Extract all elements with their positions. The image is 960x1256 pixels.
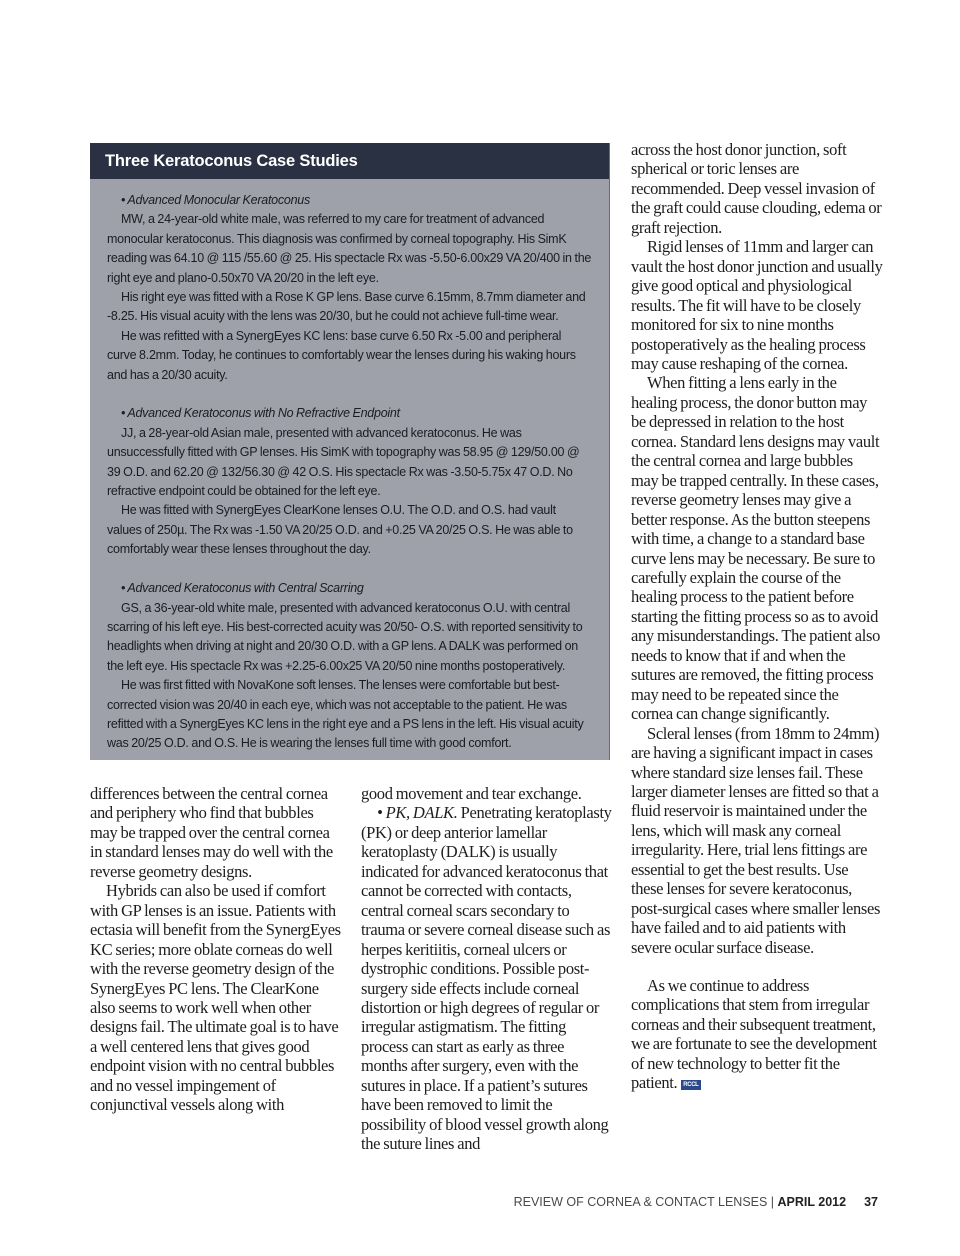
case-paragraph: He was refitted with a SynergEyes KC lens: base curve 6.50 Rx -5.00 and peripheral curve 8.2mm. Today, he continues to comfortably wear the lenses during his waking hours and has a 20/30 acuity. <box>107 328 576 382</box>
body-paragraph: across the host donor junction, soft spherical or toric lenses are recommended. Deep vessel invasion of the graft could cause clouding, edema or graft rejection. <box>631 140 882 237</box>
case-study <box>107 404 593 559</box>
publication-name: REVIEW OF CORNEA & CONTACT LENSES | <box>513 1195 778 1209</box>
body-paragraph: Rigid lenses of 11mm and larger can vault the host donor junction and usually give good optical and physiological results. The fit will have to be closely monitored for six to nine months postoperatively as the healing process may cause reshaping of the cornea. <box>631 237 883 373</box>
body-column-1 <box>90 784 342 1115</box>
case-study <box>107 579 593 754</box>
body-paragraph: good movement and tear exchange. <box>361 784 582 803</box>
body-paragraph: When fitting a lens early in the healing process, the donor button may be depressed in relation to the host cornea. Standard lens designs may vault the central cornea and large bubbles may be trapped centrally. In these cases, reverse geometry lenses may give a better response. As the button steepens with time, a change to a standard base curve lens may be necessary. Be sure to carefully explain the course of the healing process to the patient before starting the fitting process so as to avoid any misunderstandings. The patient also needs to know that if and when the sutures are removed, the fitting process may need to be repeated since the cornea can change significantly. <box>631 373 880 724</box>
case-study <box>107 191 593 385</box>
case-paragraph: GS, a 36-year-old white male, presented with advanced keratoconus O.U. with central scarring of his left eye. His best-corrected acuity was 20/50- O.S. with reported sensitivity to headlights when driving at night and 20/30 O.D. with a GP lens. A DALK was performed on the left eye. His spectacle Rx was +2.25-6.00x25 VA 20/50 nine months postoperatively. <box>107 600 583 673</box>
end-of-article-icon: RCCL <box>683 1081 699 1088</box>
section-lead-in: • PK, DALK. <box>377 803 458 823</box>
case-paragraph: JJ, a 28-year-old Asian male, presented with advanced keratoconus. He was unsuccessfully fitted with GP lenses. His SimK with topography was 58.95 @ 129/50.00 @ 39 O.D. and 62.20 @ 132/56.30 @ 42 O.S. His spectacle Rx was -3.50-5.75x 47 O.D. No refractive endpoint could be obtained for the left eye. <box>107 425 580 499</box>
sidebar-title: Three Keratoconus Case Studies <box>90 143 609 179</box>
case-paragraph: MW, a 24-year-old white male, was referred to my care for treatment of advanced monocular keratoconus. This diagnosis was confirmed by corneal topography. His SimK reading was 64.10 @ 115 /55.60 @ 25. His spectacle Rx was -5.50-6.00x29 VA 20/400 in the right eye and plano-0.50x70 VA 20/20 in the left eye. <box>107 212 592 285</box>
issue-date: APRIL 2012 <box>777 1195 847 1209</box>
case-paragraph: His right eye was fitted with a Rose K GP lens. Base curve 6.15mm, 8.7mm diameter and -8.25. His visual acuity with the lens was 20/30, but he could not achieve full-time wear. <box>107 290 586 324</box>
case-title: • Advanced Keratoconus with Central Scarring <box>121 581 364 596</box>
body-column-3 <box>631 140 883 1093</box>
paragraph-text: Penetrating keratoplasty (PK) or deep anterior lamellar keratoplasty (DALK) is usually indicated for advanced keratoconus that cannot be corrected with contacts, central corneal scars secondary to trauma or severe corneal disease such as herpes keritiitis, corneal ulcers or dystrophic conditions. Possible post-surgery side effects include corneal distortion or high degrees of regular or irregular astigmatism. The fitting process can start as early as three months after surgery, even with the sutures in place. If a patient’s sutures have been removed to limit the possibility of blood vessel growth along the suture lines and <box>361 803 612 1154</box>
body-paragraph: Scleral lenses (from 18mm to 24mm) are having a significant impact in cases where standard size lenses fail. These larger diameter lenses are fitted so that a fluid reservoir is maintained under the lens, which will mask any corneal irregularity. Here, trial lens fittings are essential to get the best results. Use these lenses for severe keratoconus, post-surgical cases where smaller lenses have failed and to aid patients with severe ocular surface disease. <box>631 723 881 957</box>
case-studies-sidebar <box>90 143 610 760</box>
body-paragraph: differences between the central cornea and periphery who find that bubbles may be trapped over the central cornea in standard lenses may do well with the reverse geometry designs. <box>90 784 333 881</box>
page-number: 37 <box>864 1195 878 1209</box>
body-paragraph <box>631 976 883 1093</box>
body-paragraph <box>361 803 613 1153</box>
page-footer <box>514 1195 878 1209</box>
body-column-2 <box>361 784 613 1154</box>
sidebar-body <box>90 179 609 754</box>
body-paragraph: Hybrids can also be used if comfort with GP lenses is an issue. Patients with ectasia will benefit from the SynergEyes KC series; more oblate corneas do well with the reverse geometry design of the SynergEyes PC lens. The ClearKone also seems to work well when other designs fail. The ultimate goal is to have a well centered lens that gives good endpoint vision with no central bubbles and no vessel impingement of conjunctival vessels along with <box>90 881 341 1115</box>
paragraph-text: As we continue to address complications that stem from irregular corneas and their subsequent treatment, we are fortunate to see the development of new technology to better fit the patient. <box>631 976 877 1093</box>
case-paragraph: He was fitted with SynergEyes ClearKone lenses O.U. The O.D. and O.S. had vault values of 250µ. The Rx was -1.50 VA 20/25 O.D. and +0.25 VA 20/25 O.S. He was able to comfortably wear these lenses throughout the day. <box>107 503 573 557</box>
case-title: • Advanced Monocular Keratoconus <box>121 193 310 207</box>
case-paragraph: He was first fitted with NovaKone soft lenses. The lenses were comfortable but best-corrected vision was 20/40 in each eye, which was not acceptable to the patient. He was refitted with a SynergEyes KC lens in the right eye and a PS lens in the left. His visual acuity was 20/25 O.D. and O.S. He is wearing the lenses full time with good comfort. <box>107 678 584 751</box>
case-title: • Advanced Keratoconus with No Refractive Endpoint <box>121 406 400 421</box>
